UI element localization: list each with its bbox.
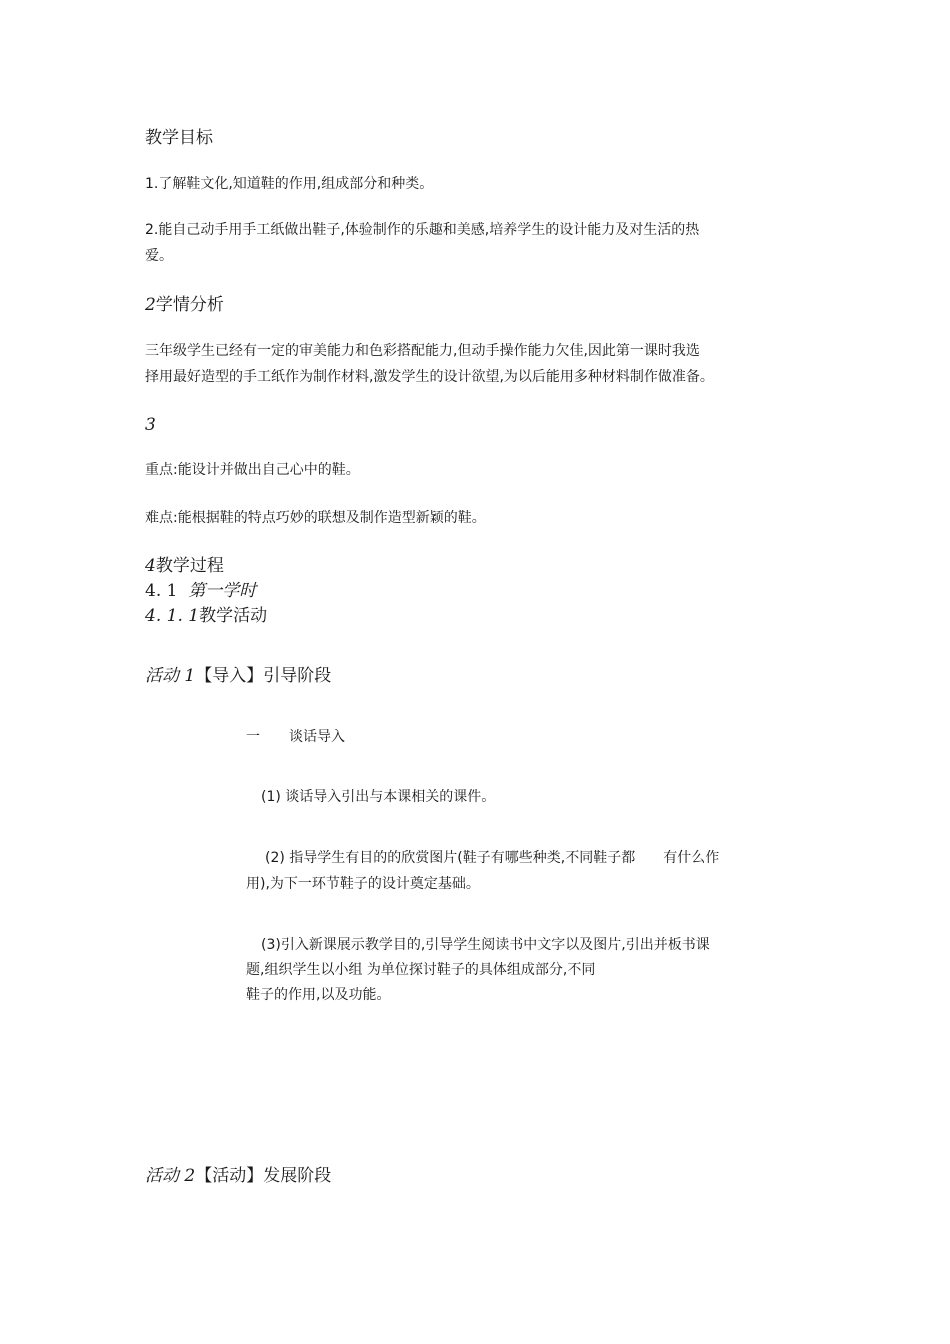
process-heading (145, 556, 224, 576)
activity-1-paragraph-3-line-2: 题,组织学生以小组 为单位探讨鞋子的具体组成部分,不同 (246, 962, 596, 978)
process-sub-2-text: 教学活动 (199, 606, 268, 626)
activity-1-step-marker: 一 (246, 729, 260, 745)
activity-1-bracket: 【导入】 (195, 666, 264, 686)
activity-1-paragraph-2-line-2: 用),为下一环节鞋子的设计奠定基础。 (246, 876, 480, 892)
analysis-line-1: 三年级学生已经有一定的审美能力和色彩搭配能力,但动手操作能力欠佳,因此第一课时我选 (145, 343, 700, 359)
process-heading-text: 教学过程 (155, 556, 224, 576)
activity-1-paragraph-1: (1) 谈话导入引出与本课相关的课件。 (261, 789, 496, 805)
goals-heading: 教学目标 (145, 128, 213, 148)
goal-item-2-line-1: 2.能自己动手用手工纸做出鞋子,体验制作的乐趣和美感,培养学生的设计能力及对生活的热 (145, 222, 700, 238)
process-sub-2-number: 4. 1. 1 (145, 606, 200, 626)
process-sub-1-text: 第一学时 (188, 581, 257, 601)
activity-2-bracket: 【活动】 (195, 1166, 264, 1186)
key-points-heading-number: 3 (145, 415, 156, 435)
analysis-line-2: 择用最好造型的手工纸作为制作材料,激发学生的设计欲望,为以后能用多种材料制作做准备。 (145, 369, 714, 385)
activity-1-paragraph-3-line-3: 鞋子的作用,以及功能。 (246, 987, 391, 1003)
process-sub-2 (145, 606, 267, 626)
activity-2-text: 发展阶段 (263, 1166, 332, 1186)
goal-item-1: 1.了解鞋文化,知道鞋的作用,组成部分和种类。 (145, 176, 434, 192)
activity-1-paragraph-3-line-1: (3)引入新课展示教学目的,引导学生阅读书中文字以及图片,引出并板书课 (261, 937, 710, 953)
analysis-heading-text: 学情分析 (155, 295, 224, 315)
activity-2-heading (145, 1166, 331, 1186)
goal-item-2-line-2: 爱。 (145, 248, 173, 264)
difficulty-point: 难点:能根据鞋的特点巧妙的联想及制作造型新颖的鞋。 (145, 510, 486, 526)
activity-1-step-title: 谈话导入 (289, 729, 345, 745)
activity-1-text: 引导阶段 (263, 666, 332, 686)
activity-1-paragraph-2-line-1: (2) 指导学生有目的的欣赏图片(鞋子有哪些种类,不同鞋子都 有什么作 (265, 850, 720, 866)
process-sub-1 (145, 581, 256, 601)
activity-1-label: 活动 1 (145, 666, 196, 686)
key-point: 重点:能设计并做出自己心中的鞋。 (145, 462, 360, 478)
activity-2-label: 活动 2 (145, 1166, 196, 1186)
process-sub-1-number: 4. 1 (145, 581, 178, 601)
analysis-heading (145, 295, 224, 315)
activity-1-heading (145, 666, 331, 686)
analysis-heading-number: 2 (145, 295, 156, 315)
process-heading-number: 4 (145, 556, 156, 576)
